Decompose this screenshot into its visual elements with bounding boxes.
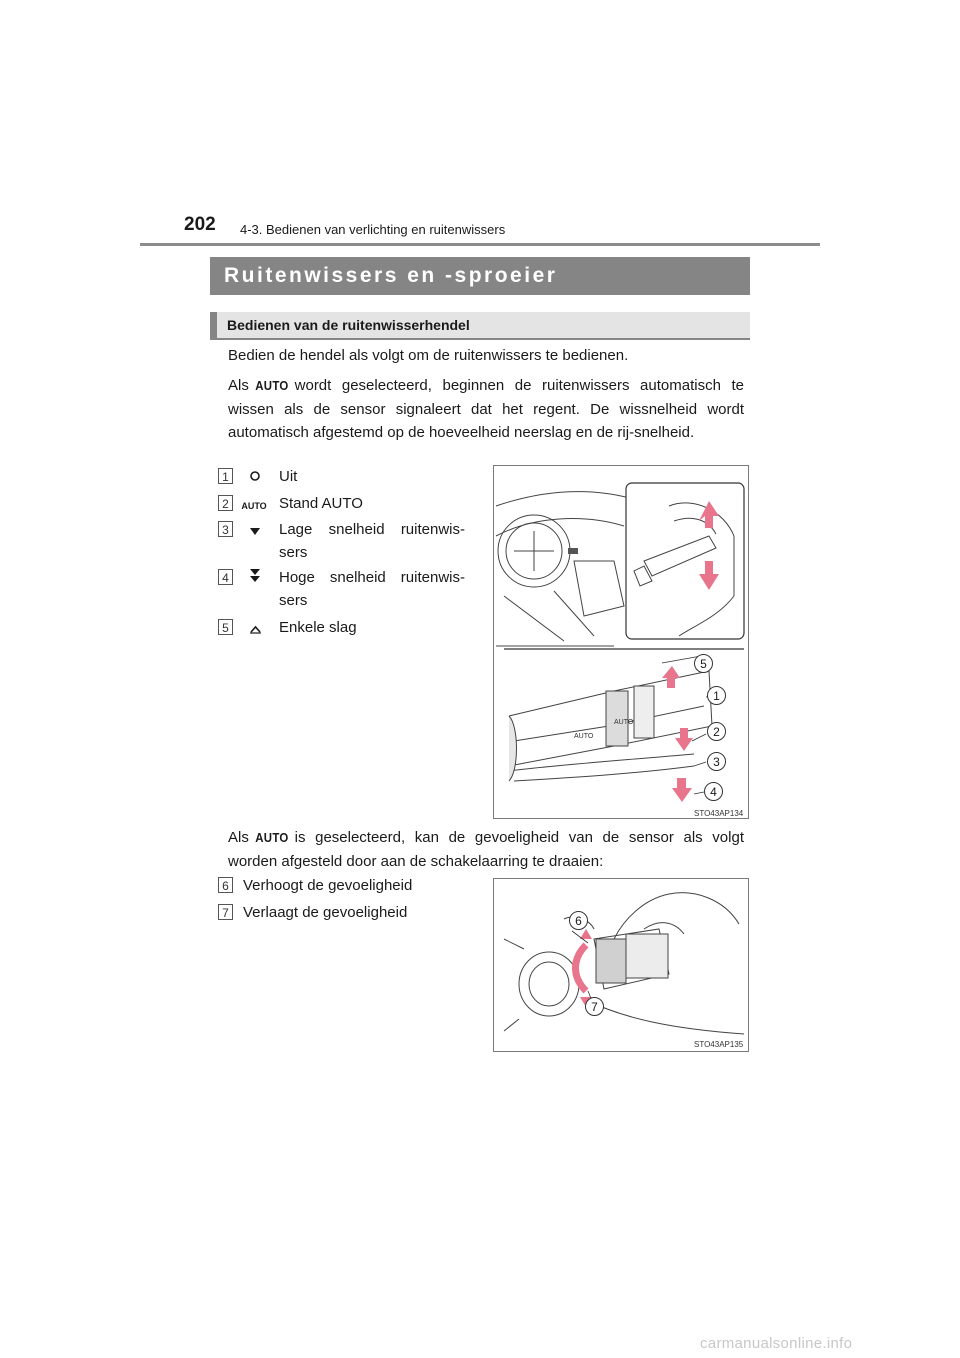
list-item <box>218 492 478 516</box>
list-item <box>218 901 478 925</box>
callout-1: 1 <box>707 686 726 705</box>
list-item <box>218 616 478 640</box>
item-label: Lage snelheid ruitenwis-sers <box>279 521 465 561</box>
item-number-box: 5 <box>218 619 233 635</box>
circle-icon <box>242 467 268 490</box>
item-number-box: 6 <box>218 877 233 893</box>
item-label: Verhoogt de gevoeligheid <box>243 877 413 894</box>
auto-icon: AUTO <box>241 501 267 511</box>
item-number-box: 2 <box>218 495 233 511</box>
figure-code: STO43AP134 <box>694 809 744 818</box>
intro-line: Bedien de hendel als volgt om de ruitenwissers te bedienen. <box>228 347 629 364</box>
auto-icon: AUTO <box>255 378 289 393</box>
sensitivity-rest: is geselecteerd, kan de gevoeligheid van de sensor als volgt worden afgesteld door aan de schakelaarring te draaien: <box>228 829 744 870</box>
list-item <box>218 566 478 612</box>
item-label: Hoge snelheid ruitenwis-sers <box>279 569 465 609</box>
chevron-up-icon <box>242 619 268 642</box>
list-item <box>218 465 478 489</box>
section-title: Ruitenwissers en -sproeier <box>210 257 750 295</box>
page-number: 202 <box>184 214 216 235</box>
auto-icon: AUTO <box>255 830 289 845</box>
item-number-box: 3 <box>218 521 233 537</box>
lever-auto-label-1: AUTO <box>574 733 594 740</box>
callout-7: 7 <box>585 997 604 1016</box>
item-label: Uit <box>279 468 298 485</box>
item-label: Verlaagt de gevoeligheid <box>243 904 408 921</box>
sensitivity-paragraph <box>228 826 744 873</box>
callout-5: 5 <box>694 654 713 673</box>
watermark: carmanualsonline.info <box>700 1335 853 1352</box>
intro-paragraph-rest: wordt geselecteerd, beginnen de ruitenwissers automatisch te wissen als de sensor signaleert dat het regent. De wissnelheid wordt automatisch afgestemd op de hoeveelheid neerslag en de rij-snelheid. <box>228 377 744 441</box>
lever-auto-label-2: AUTO <box>614 719 634 726</box>
item-label: Stand AUTO <box>279 495 363 512</box>
figure-code: STO43AP135 <box>694 1040 744 1049</box>
intro-paragraph-start: Als <box>228 377 249 394</box>
item-number-box: 7 <box>218 904 233 920</box>
sensitivity-start: Als <box>228 829 249 846</box>
callout-4: 4 <box>704 782 723 801</box>
intro-paragraph <box>228 374 744 445</box>
sensitivity-ring-illustration <box>494 879 748 1051</box>
sensitivity-ring-figure <box>493 878 749 1052</box>
wiper-lever-figure <box>493 465 749 819</box>
item-number-box: 4 <box>218 569 233 585</box>
double-chevron-down-icon <box>242 568 268 592</box>
subsection-title: Bedienen van de ruitenwisserhendel <box>210 312 750 340</box>
callout-6: 6 <box>569 911 588 930</box>
list-item <box>218 874 478 898</box>
single-chevron-down-icon <box>242 521 268 544</box>
item-label: Enkele slag <box>279 619 357 636</box>
callout-2: 2 <box>707 722 726 741</box>
section-header: 4-3. Bedienen van verlichting en ruitenwissers <box>240 222 506 237</box>
callout-3: 3 <box>707 752 726 771</box>
header-rule <box>140 243 820 246</box>
item-number-box: 1 <box>218 468 233 484</box>
list-item <box>218 518 478 564</box>
